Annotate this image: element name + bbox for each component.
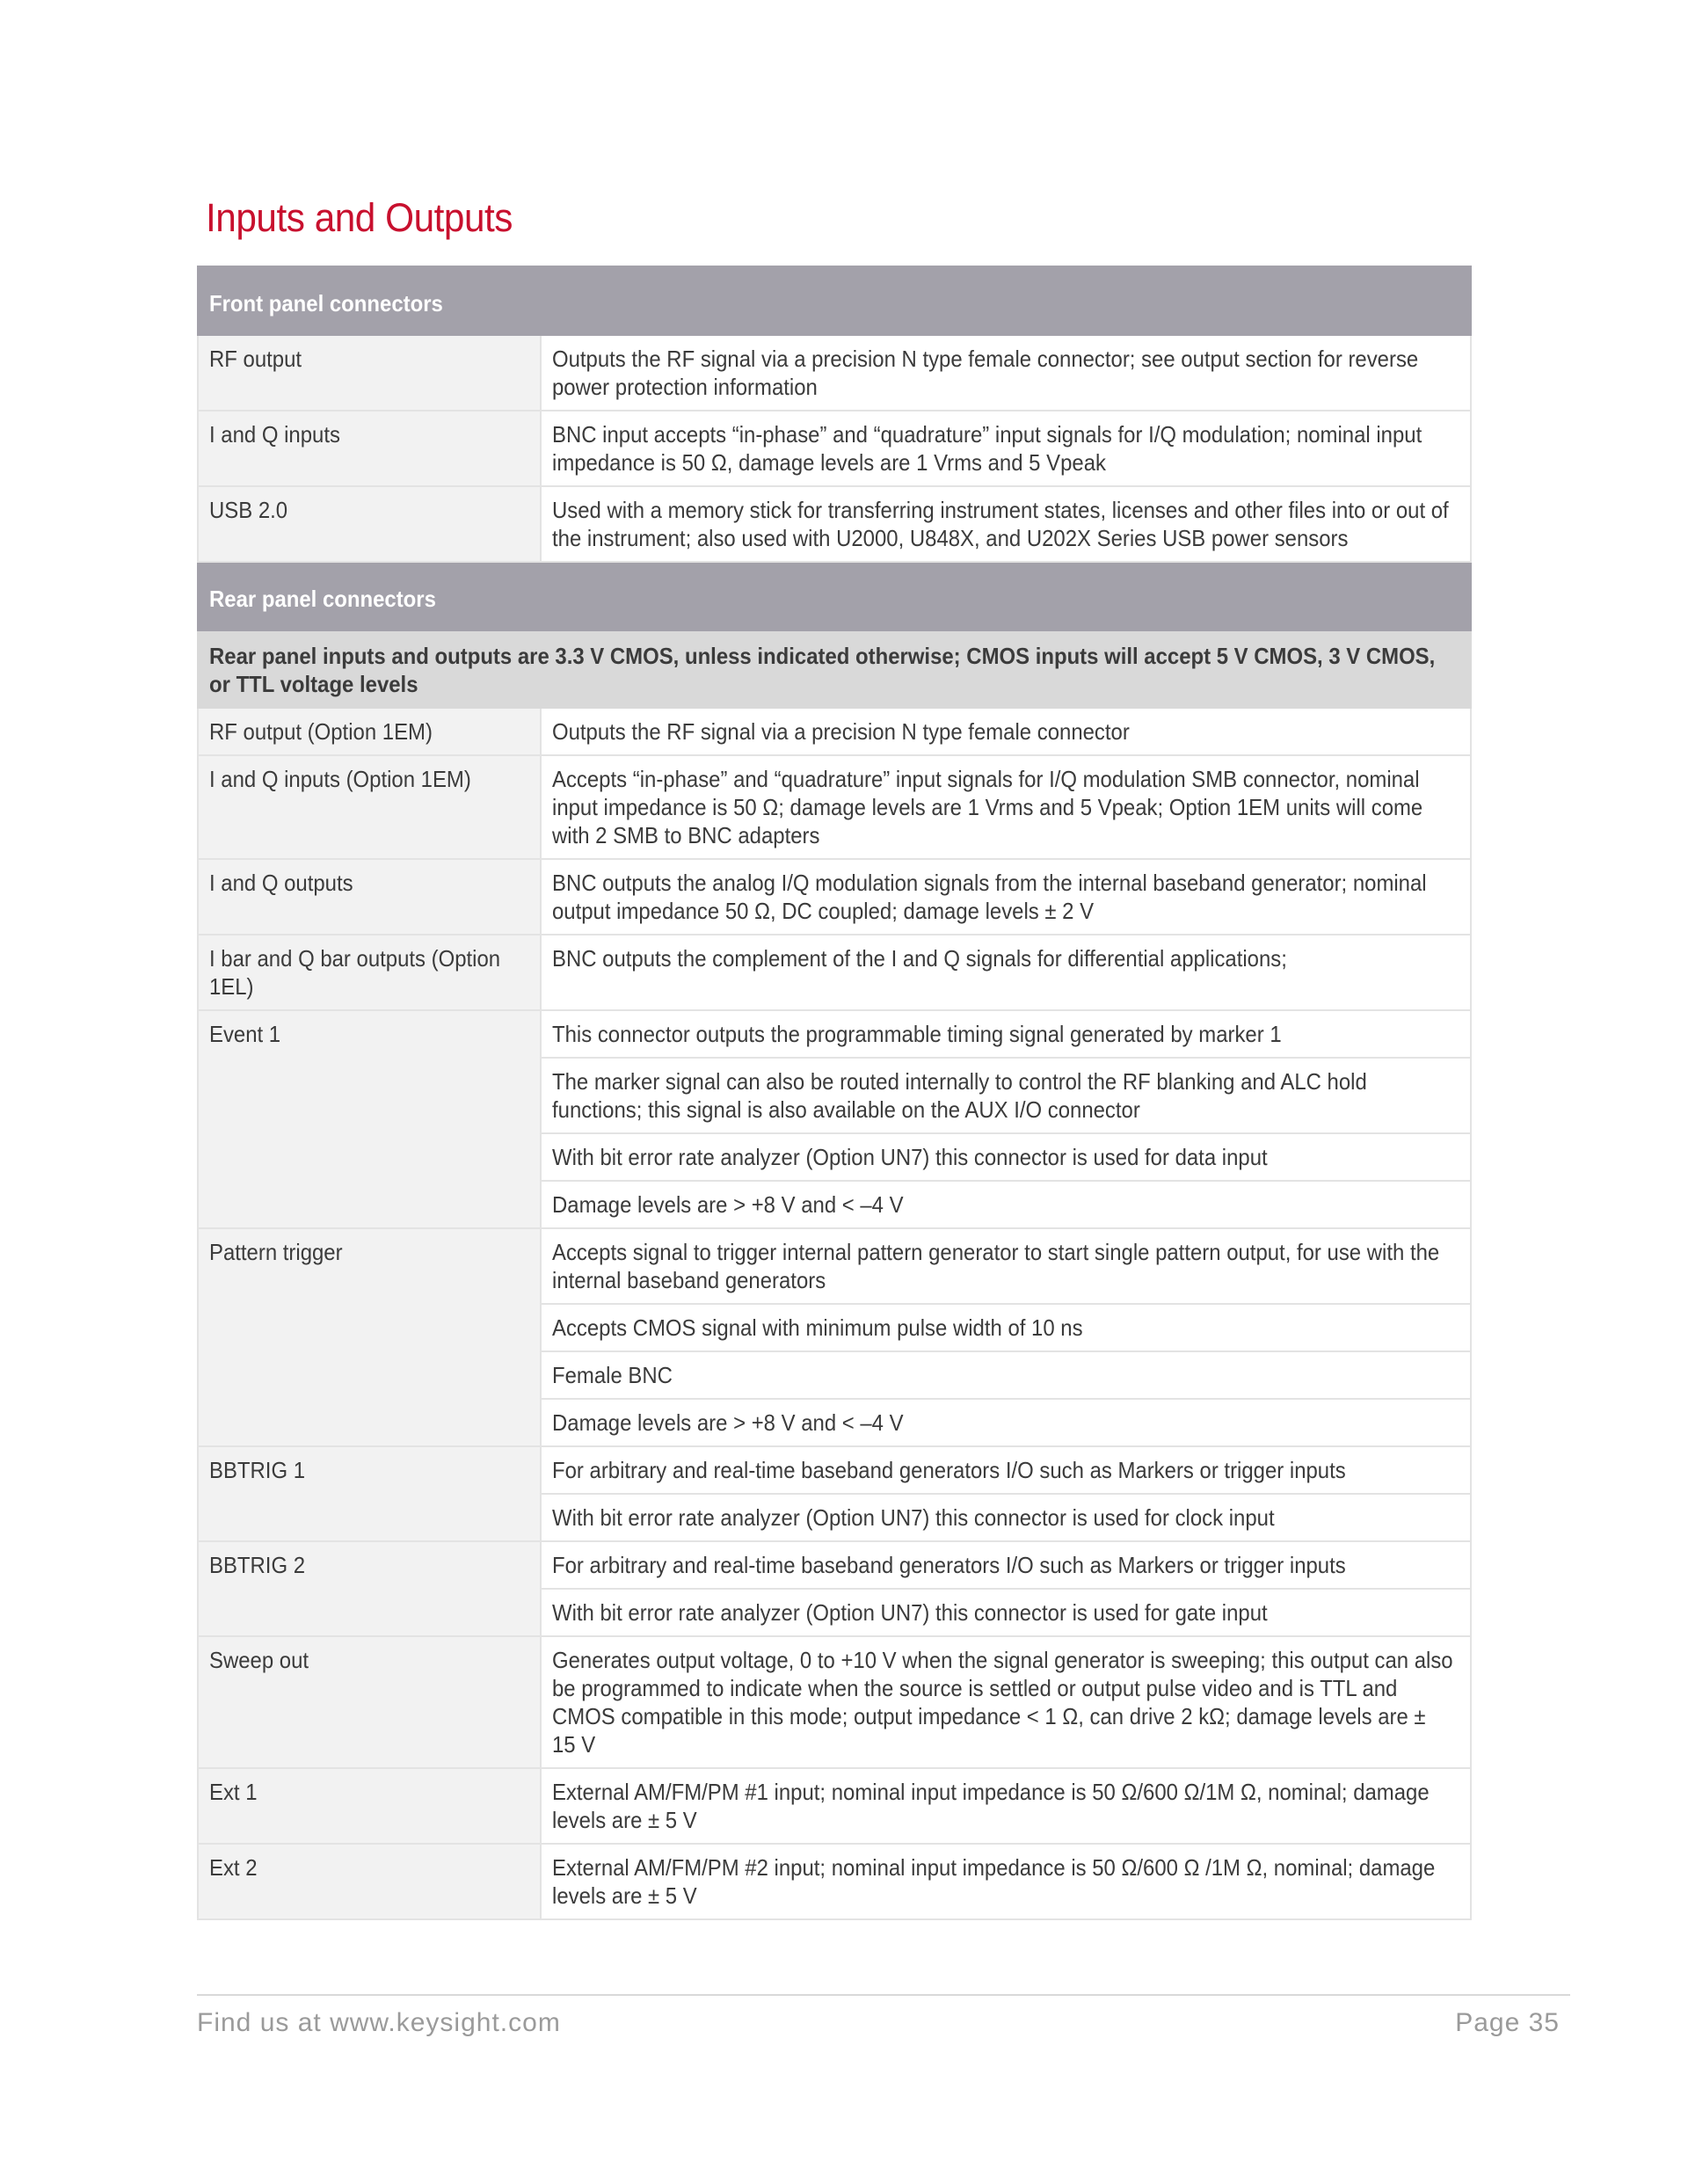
row-desc: With bit error rate analyzer (Option UN7) this connector is used for data input (552, 1144, 1268, 1170)
row-label: BBTRIG 2 (209, 1552, 306, 1578)
row-label: I and Q inputs (Option 1EM) (209, 766, 471, 792)
table-row (198, 1228, 1471, 1304)
row-label: I and Q inputs (209, 421, 340, 448)
row-desc: Generates output voltage, 0 to +10 V when the signal generator is sweeping; this output can also be programmed to indicate when the source is settled or output pulse video and is TTL and CMOS compatible in this mode; output impedance < 1 Ω, can drive 2 kΩ; damage levels are ± 15 V (552, 1647, 1453, 1758)
row-desc: BNC outputs the complement of the I and Q signals for differential applications; (552, 945, 1287, 972)
table-row (198, 708, 1471, 755)
row-label: RF output (209, 346, 302, 372)
footer-divider (197, 1994, 1570, 1996)
table-row (198, 859, 1471, 935)
table-row (198, 1636, 1471, 1768)
table-row (198, 1541, 1471, 1589)
section-title: Front panel connectors (209, 290, 443, 317)
row-label: Ext 1 (209, 1779, 258, 1805)
row-desc: Accepts “in-phase” and “quadrature” input signals for I/Q modulation SMB connector, nominal input impedance is 50 Ω; damage levels are 1 Vrms and 5 Vpeak; Option 1EM units will come with 2 SMB to BNC adapters (552, 766, 1423, 848)
table-row (198, 411, 1471, 486)
table-row (198, 755, 1471, 859)
row-desc: Accepts CMOS signal with minimum pulse width of 10 ns (552, 1314, 1083, 1341)
row-desc: This connector outputs the programmable timing signal generated by marker 1 (552, 1021, 1282, 1047)
row-desc: Accepts signal to trigger internal pattern generator to start single pattern output, for use with the internal baseband generators (552, 1239, 1440, 1293)
section-header-rear (198, 562, 1471, 630)
row-desc: Outputs the RF signal via a precision N type female connector (552, 718, 1130, 745)
row-label: I bar and Q bar outputs (Option 1EL) (209, 945, 501, 1000)
row-desc: External AM/FM/PM #2 input; nominal input impedance is 50 Ω/600 Ω /1M Ω, nominal; damage levels are ± 5 V (552, 1854, 1436, 1909)
row-desc: BNC input accepts “in-phase” and “quadrature” input signals for I/Q modulation; nominal input impedance is 50 Ω, damage levels are 1 Vrms and 5 Vpeak (552, 421, 1422, 476)
table-row (198, 1768, 1471, 1844)
page-title: Inputs and Outputs (206, 195, 513, 240)
row-desc: For arbitrary and real-time baseband generators I/O such as Markers or trigger inputs (552, 1457, 1346, 1483)
row-desc: The marker signal can also be routed internally to control the RF blanking and ALC hold functions; this signal is also available on the AUX I/O connector (552, 1068, 1367, 1123)
row-desc: Outputs the RF signal via a precision N type female connector; see output section for reverse power protection information (552, 346, 1419, 400)
row-label: I and Q outputs (209, 870, 353, 896)
section-header-front (198, 266, 1471, 335)
row-label: Event 1 (209, 1021, 281, 1047)
table-row (198, 1010, 1471, 1058)
row-label: Sweep out (209, 1647, 309, 1673)
row-desc: Female BNC (552, 1362, 673, 1388)
row-desc: With bit error rate analyzer (Option UN7) this connector is used for clock input (552, 1504, 1275, 1531)
row-desc: Damage levels are > +8 V and < –4 V (552, 1191, 904, 1218)
table-row (198, 1844, 1471, 1919)
row-label: USB 2.0 (209, 497, 288, 523)
row-desc: For arbitrary and real-time baseband generators I/O such as Markers or trigger inputs (552, 1552, 1346, 1578)
table-row (198, 335, 1471, 411)
row-desc: With bit error rate analyzer (Option UN7) this connector is used for gate input (552, 1599, 1268, 1626)
inputs-outputs-table (197, 266, 1472, 1920)
row-label: RF output (Option 1EM) (209, 718, 433, 745)
row-desc: Damage levels are > +8 V and < –4 V (552, 1409, 904, 1436)
footer-website: Find us at www.keysight.com (197, 2008, 561, 2037)
section-note (198, 630, 1471, 708)
table-row (198, 486, 1471, 562)
row-desc: Used with a memory stick for transferring instrument states, licenses and other files into or out of the instrument; also used with U2000, U848X, and U202X Series USB power sensors (552, 497, 1449, 551)
row-label: BBTRIG 1 (209, 1457, 306, 1483)
section-title: Rear panel connectors (209, 586, 436, 612)
table-row (198, 935, 1471, 1010)
row-desc: External AM/FM/PM #1 input; nominal input impedance is 50 Ω/600 Ω/1M Ω, nominal; damage levels are ± 5 V (552, 1779, 1430, 1833)
row-desc: BNC outputs the analog I/Q modulation signals from the internal baseband generator; nominal output impedance 50 Ω, DC coupled; damage levels ± 2 V (552, 870, 1427, 924)
page-number: Page 35 (1455, 2008, 1560, 2037)
row-label: Ext 2 (209, 1854, 258, 1881)
table-row (198, 1446, 1471, 1494)
note-text: Rear panel inputs and outputs are 3.3 V CMOS, unless indicated otherwise; CMOS inputs will accept 5 V CMOS, 3 V CMOS, or TTL voltage levels (209, 643, 1436, 697)
row-label: Pattern trigger (209, 1239, 343, 1265)
